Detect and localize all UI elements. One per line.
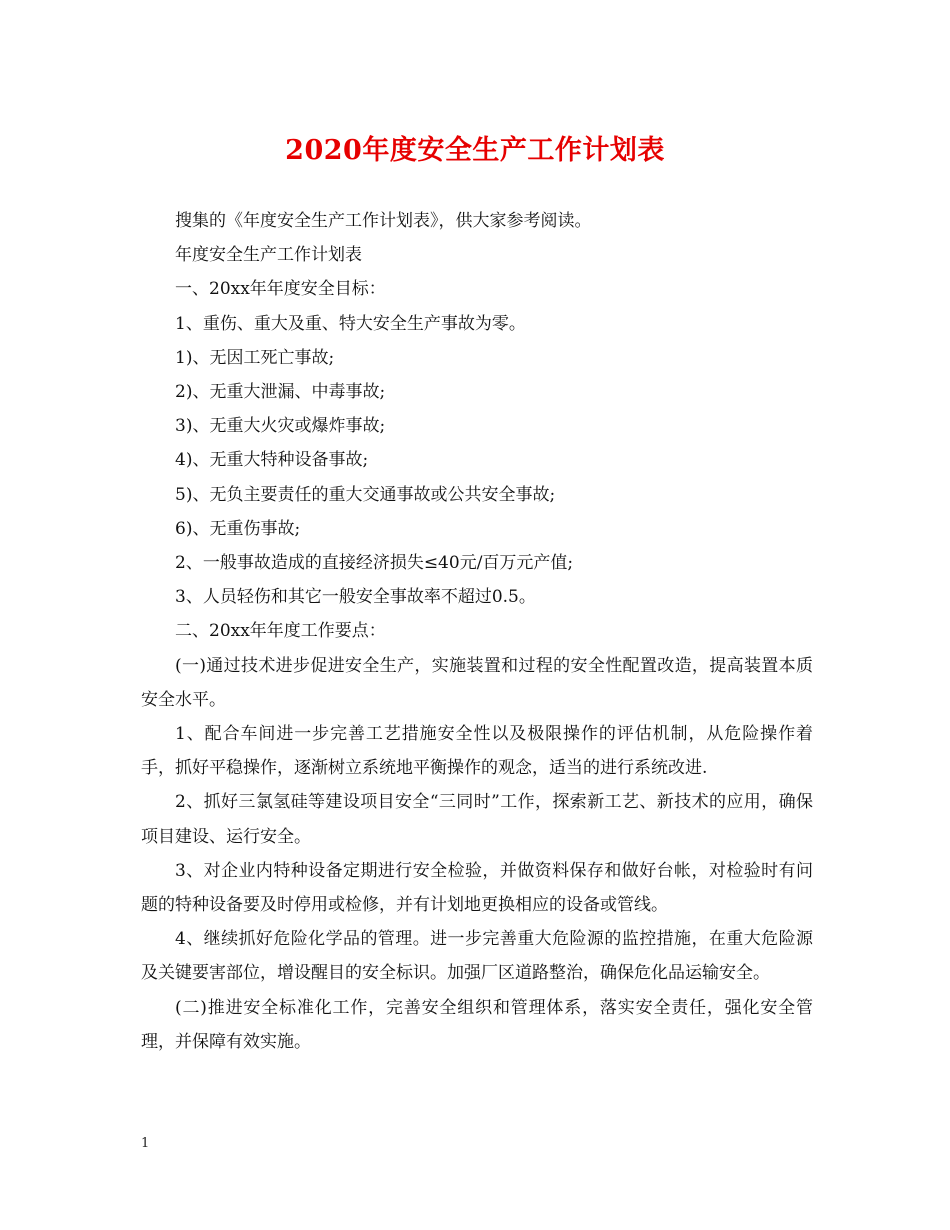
work-point-paragraph: (二)推进安全标准化工作，完善安全组织和管理体系，落实安全责任，强化安全管理，并保障有效实施。 bbox=[141, 997, 813, 1052]
document-body bbox=[141, 204, 813, 1059]
goal-item: 1、重伤、重大及重、特大安全生产事故为零。 bbox=[175, 313, 526, 334]
paragraph-heading: 年度安全生产工作计划表 bbox=[175, 245, 362, 266]
work-point-paragraph: 4、继续抓好危险化学品的管理。进一步完善重大危险源的监控措施，在重大危险源及关键要害部位，增设醒目的安全标识。加强厂区道路整治，确保危化品运输安全。 bbox=[141, 929, 813, 984]
page-number: 1 bbox=[141, 1136, 150, 1151]
work-point-paragraph: 1、配合车间进一步完善工艺措施安全性以及极限操作的评估机制，从危险操作着手，抓好平稳操作，逐渐树立系统地平衡操作的观念，适当的进行系统改进. bbox=[141, 724, 813, 779]
paragraph-intro: 搜集的《年度安全生产工作计划表》，供大家参考阅读。 bbox=[175, 211, 592, 231]
goal-subitem: 3)、无重大火灾或爆炸事故; bbox=[175, 416, 386, 437]
goal-item: 2、一般事故造成的直接经济损失≤40元/百万元产值; bbox=[175, 553, 574, 574]
goal-subitem: 5)、无负主要责任的重大交通事故或公共安全事故; bbox=[175, 484, 556, 505]
section-heading-work-points: 二、20xx年年度工作要点： bbox=[175, 621, 386, 642]
goal-subitem: 6)、无重伤事故; bbox=[175, 518, 301, 539]
goal-subitem: 2)、无重大泄漏、中毒事故; bbox=[175, 382, 386, 403]
work-point-paragraph: 3、对企业内特种设备定期进行安全检验，并做资料保存和做好台帐，对检验时有问题的特种设备要及时停用或检修，并有计划地更换相应的设备或管线。 bbox=[141, 860, 813, 916]
goal-item: 3、人员轻伤和其它一般安全事故率不超过0.5。 bbox=[175, 587, 536, 608]
goal-subitem: 1)、无因工死亡事故; bbox=[175, 347, 335, 368]
section-heading-goals: 一、20xx年年度安全目标： bbox=[175, 279, 386, 300]
goal-subitem: 4)、无重大特种设备事故; bbox=[175, 450, 369, 471]
document-title: 2020年度安全生产工作计划表 bbox=[285, 135, 665, 166]
work-point-paragraph: (一)通过技术进步促进安全生产，实施装置和过程的安全性配置改造，提高装置本质安全水平。 bbox=[141, 655, 813, 710]
work-point-paragraph: 2、抓好三氯氢硅等建设项目安全“三同时”工作，探索新工艺、新技术的应用，确保项目建设、运行安全。 bbox=[141, 792, 813, 847]
